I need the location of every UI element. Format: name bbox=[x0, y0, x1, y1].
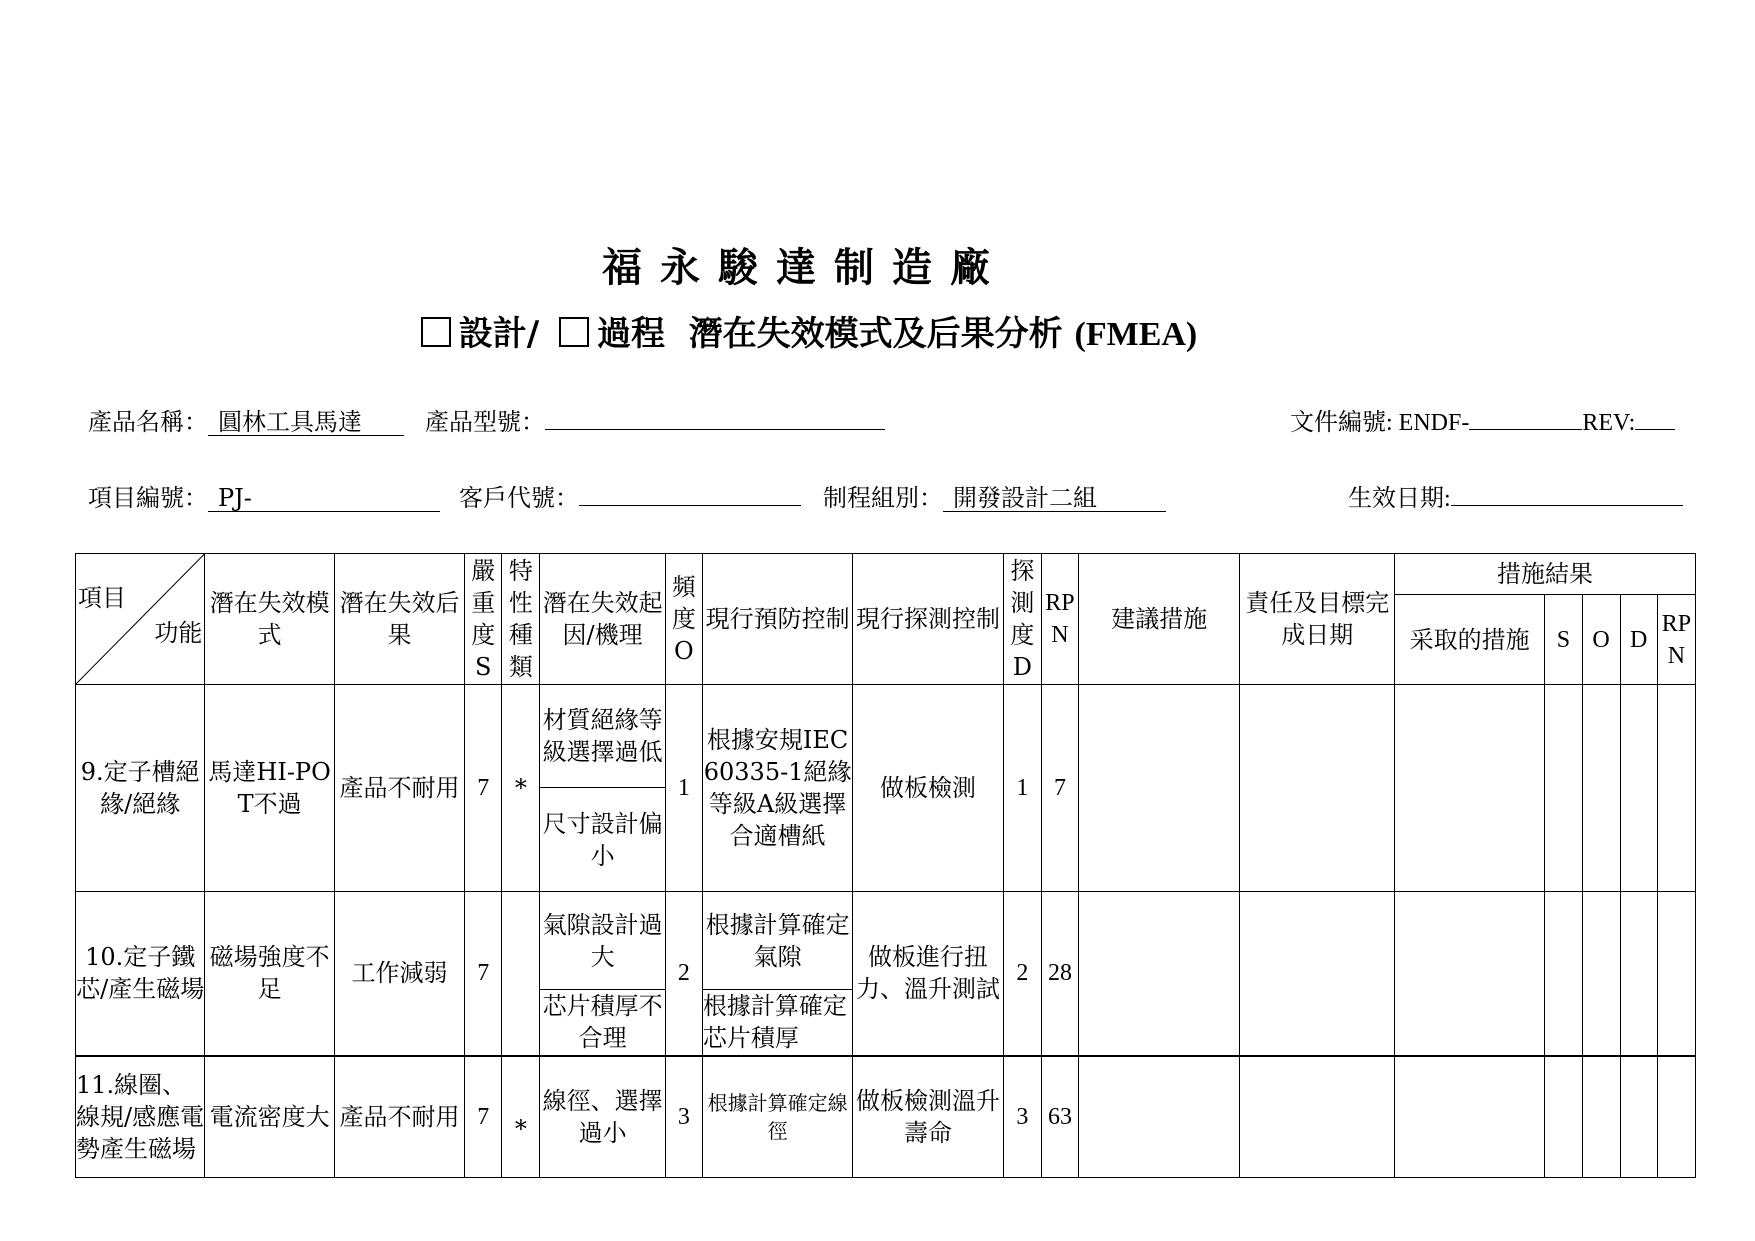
row-cause: 材質絕緣等級選擇過低 bbox=[540, 685, 665, 788]
row-actions-taken[interactable] bbox=[1394, 1056, 1544, 1178]
rev-value[interactable] bbox=[1635, 429, 1675, 430]
row-rpn: 63 bbox=[1041, 1056, 1078, 1178]
row-d[interactable] bbox=[1620, 1056, 1657, 1178]
row-prevention: 根據計算確定線徑 bbox=[702, 1056, 852, 1178]
row-item: 9.定子槽絕緣/絕緣 bbox=[76, 685, 205, 892]
product-model-label: 產品型號： bbox=[425, 408, 545, 436]
row-recommended[interactable] bbox=[1079, 685, 1240, 892]
customer-code-value[interactable] bbox=[579, 505, 801, 506]
title-process: 過程 bbox=[596, 314, 665, 354]
rpn2-header: RPN bbox=[1657, 595, 1695, 685]
effective-date-label: 生效日期: bbox=[1348, 486, 1451, 512]
row-detection: 2 bbox=[1003, 892, 1041, 1056]
customer-code-label: 客戶代號： bbox=[459, 484, 579, 512]
header-row bbox=[76, 554, 1696, 595]
product-name-label: 產品名稱： bbox=[88, 408, 208, 436]
row-effect: 工作減弱 bbox=[334, 892, 464, 1056]
row-rpn2[interactable] bbox=[1657, 1056, 1695, 1178]
row-severity: 7 bbox=[465, 685, 502, 892]
title-abbr: (FMEA) bbox=[1074, 316, 1198, 353]
function-header: 功能 bbox=[154, 619, 203, 647]
row-occurrence: 3 bbox=[665, 1056, 702, 1178]
project-no-field bbox=[88, 478, 440, 513]
row-prevention: 根據計算確定氣隙 bbox=[702, 892, 852, 990]
row-rpn: 28 bbox=[1041, 892, 1078, 1056]
row-recommended[interactable] bbox=[1079, 892, 1240, 1056]
product-model-field bbox=[425, 402, 885, 437]
row-detection-control: 做板檢測溫升壽命 bbox=[853, 1056, 1003, 1178]
results-header: 措施結果 bbox=[1394, 554, 1695, 595]
row-actions-taken[interactable] bbox=[1394, 685, 1544, 892]
row-d[interactable] bbox=[1620, 892, 1657, 1056]
row-responsibility[interactable] bbox=[1240, 685, 1394, 892]
row-o[interactable] bbox=[1582, 1056, 1620, 1178]
doc-no-field bbox=[1290, 402, 1675, 437]
row-class: * bbox=[502, 685, 540, 892]
severity-header: 嚴重度S bbox=[465, 554, 502, 685]
row-detection: 3 bbox=[1003, 1056, 1041, 1178]
cause-header: 潛在失效起因/機理 bbox=[540, 554, 665, 685]
row-detection: 1 bbox=[1003, 685, 1041, 892]
title-design: 設計/ bbox=[458, 314, 540, 354]
product-model-value[interactable] bbox=[545, 429, 885, 430]
title-main: 潛在失效模式及后果分析 bbox=[688, 314, 1063, 354]
effective-date-field bbox=[1348, 478, 1683, 513]
row-responsibility[interactable] bbox=[1240, 892, 1394, 1056]
document-title bbox=[0, 306, 1610, 355]
row-s[interactable] bbox=[1545, 892, 1582, 1056]
customer-code-field bbox=[459, 478, 801, 513]
row-mode: 磁場強度不足 bbox=[205, 892, 334, 1056]
row-cause: 芯片積厚不合理 bbox=[540, 990, 665, 1056]
row-d[interactable] bbox=[1620, 685, 1657, 892]
row-s[interactable] bbox=[1545, 1056, 1582, 1178]
item-header: 項目 bbox=[78, 584, 126, 612]
row-s[interactable] bbox=[1545, 685, 1582, 892]
row-cause: 尺寸設計偏小 bbox=[540, 788, 665, 892]
row-rpn: 7 bbox=[1041, 685, 1078, 892]
row-effect: 產品不耐用 bbox=[334, 1056, 464, 1178]
row-o[interactable] bbox=[1582, 892, 1620, 1056]
detection-header: 探測度D bbox=[1003, 554, 1041, 685]
responsibility-header: 責任及目標完成日期 bbox=[1240, 554, 1394, 685]
rpn-header: RPN bbox=[1041, 554, 1078, 685]
row-o[interactable] bbox=[1582, 685, 1620, 892]
product-name-field bbox=[88, 402, 404, 437]
row-mode: 馬達HI-POT不過 bbox=[205, 685, 334, 892]
row-rpn2[interactable] bbox=[1657, 685, 1695, 892]
row-detection-control: 做板進行扭力、溫升測試 bbox=[853, 892, 1003, 1056]
row-item: 10.定子鐵芯/產生磁場 bbox=[76, 892, 205, 1056]
doc-no-label: 文件編號: ENDF- bbox=[1290, 410, 1470, 436]
prevention-header: 現行預防控制 bbox=[702, 554, 852, 685]
actions-taken-header: 采取的措施 bbox=[1394, 595, 1544, 685]
row-class bbox=[502, 892, 540, 1056]
o-header: O bbox=[1582, 595, 1620, 685]
row-cause: 氣隙設計過大 bbox=[540, 892, 665, 990]
s-header: S bbox=[1545, 595, 1582, 685]
effective-date-value[interactable] bbox=[1451, 505, 1683, 506]
table-row bbox=[76, 1056, 1696, 1178]
process-group-field bbox=[823, 478, 1166, 513]
item-function-header bbox=[76, 554, 205, 685]
row-recommended[interactable] bbox=[1079, 1056, 1240, 1178]
recommended-header: 建議措施 bbox=[1079, 554, 1240, 685]
table-row bbox=[76, 892, 1696, 990]
occurrence-header: 頻度O bbox=[665, 554, 702, 685]
fmea-table bbox=[75, 553, 1696, 1178]
d-header: D bbox=[1620, 595, 1657, 685]
row-class: * bbox=[502, 1056, 540, 1178]
row-rpn2[interactable] bbox=[1657, 892, 1695, 1056]
row-actions-taken[interactable] bbox=[1394, 892, 1544, 1056]
doc-no-value[interactable] bbox=[1469, 429, 1582, 430]
detection-control-header: 現行探測控制 bbox=[853, 554, 1003, 685]
process-checkbox[interactable] bbox=[559, 317, 589, 347]
row-occurrence: 2 bbox=[665, 892, 702, 1056]
failure-mode-header: 潛在失效模式 bbox=[205, 554, 334, 685]
row-prevention: 根據計算確定芯片積厚 bbox=[702, 990, 852, 1056]
row-item: 11.線圈、線規/感應電勢產生磁場 bbox=[76, 1056, 205, 1178]
design-checkbox[interactable] bbox=[421, 317, 451, 347]
company-name: 福永駿達制造廠 bbox=[602, 244, 1008, 291]
row-cause: 線徑、選擇過小 bbox=[540, 1056, 665, 1178]
row-prevention: 根據安規IEC60335-1絕緣等級A級選擇合適槽紙 bbox=[702, 685, 852, 892]
row-effect: 產品不耐用 bbox=[334, 685, 464, 892]
row-responsibility[interactable] bbox=[1240, 1056, 1394, 1178]
row-occurrence: 1 bbox=[665, 685, 702, 892]
failure-effect-header: 潛在失效后果 bbox=[334, 554, 464, 685]
row-detection-control: 做板檢測 bbox=[853, 685, 1003, 892]
project-no-value[interactable]: PJ- bbox=[208, 485, 440, 512]
class-header: 特性種類 bbox=[502, 554, 540, 685]
process-group-value[interactable]: 開發設計二組 bbox=[943, 485, 1166, 512]
process-group-label: 制程組別： bbox=[823, 484, 943, 512]
rev-label: REV: bbox=[1582, 410, 1636, 436]
row-severity: 7 bbox=[465, 1056, 502, 1178]
row-severity: 7 bbox=[465, 892, 502, 1056]
project-no-label: 項目編號： bbox=[88, 484, 208, 512]
product-name-value[interactable]: 圓林工具馬達 bbox=[208, 409, 404, 436]
row-mode: 電流密度大 bbox=[205, 1056, 334, 1178]
table-row bbox=[76, 685, 1696, 788]
